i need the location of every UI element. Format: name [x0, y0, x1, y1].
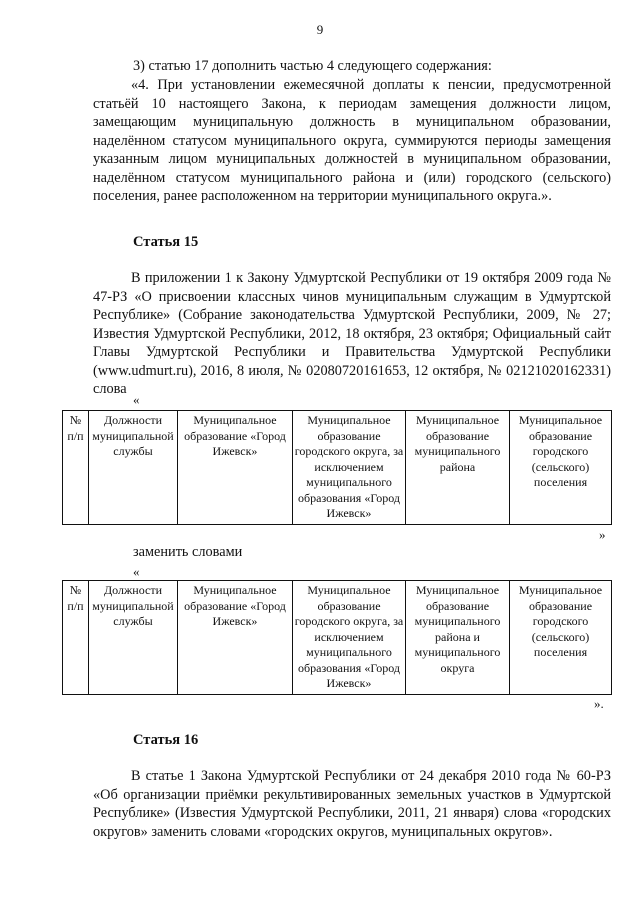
- quote-close-1: »: [599, 527, 606, 542]
- table-cell: Муниципальное образование муниципального района и муниципального округа: [406, 581, 510, 695]
- table-cell: Муниципальное образование городского округа, за исключением муниципального образования «Город Ижевск»: [293, 411, 406, 525]
- table-cell: Должности муниципальной службы: [89, 581, 178, 695]
- quote-close-2: ».: [594, 696, 604, 711]
- table-old-columns: [62, 410, 612, 525]
- table-cell: Муниципальное образование городского (сельского) поселения: [510, 411, 612, 525]
- replace-label: заменить словами: [133, 544, 243, 560]
- article16-text: В статье 1 Закона Удмуртской Республики от 24 декабря 2010 года № 60-РЗ «Об организации приёмки рекультивированных земельных участков в Удмуртской Республике» (Известия Удмуртской Республики, 2011, 21 января) слова «городских округов» заменить словами «городских округов, муниципальных округов».: [93, 768, 611, 840]
- article16-heading: Статья 16: [133, 732, 199, 748]
- page-number: 9: [316, 22, 324, 37]
- item3-text: «4. При установлении ежемесячной доплаты к пенсии, предусмотренной статьёй 10 настоящего Закона, к периодам замещения должности лицом, замещающим муниципальную должность в муниципальном образовании, наделённом статусом муниципального округа, суммируются периоды замещения указанным лицом муниципальных должностей в муниципальном образовании, наделённом статусом муниципального района и (или) городского (сельского) поселения, ранее расположенном на территории муниципального округа.».: [93, 77, 611, 204]
- article15-heading: Статья 15: [133, 234, 199, 250]
- table-cell: Муниципальное образование «Город Ижевск»: [178, 411, 293, 525]
- table-cell: Муниципальное образование муниципального района: [406, 411, 510, 525]
- table-row: [63, 411, 612, 525]
- table-cell: № п/п: [63, 581, 89, 695]
- table-cell: № п/п: [63, 411, 89, 525]
- quote-open-1: «: [133, 392, 140, 407]
- table-cell: Муниципальное образование «Город Ижевск»: [178, 581, 293, 695]
- article15-text: В приложении 1 к Закону Удмуртской Республики от 19 октября 2009 года № 47-РЗ «О присвоении классных чинов муниципальным служащим в Удмуртской Республике» (Собрание законодательства Удмуртской Республики, 2009, № 27; Известия Удмуртской Республики, 2012, 18 октября, 23 октября; Официальный сайт Главы Удмуртской Республики и Правительства Удмуртской Республики (www.udmurt.ru), 2016, 8 июля, № 02080720161653, 12 октября, № 02121020162331) слова: [93, 270, 611, 397]
- table-cell: Должности муниципальной службы: [89, 411, 178, 525]
- item3-intro: 3) статью 17 дополнить частью 4 следующего содержания:: [133, 58, 492, 74]
- table-row: [63, 581, 612, 695]
- table-new-columns: [62, 580, 612, 695]
- table-cell: Муниципальное образование городского округа, за исключением муниципального образования «Город Ижевск»: [293, 581, 406, 695]
- quote-open-2: «: [133, 564, 140, 579]
- table-cell: Муниципальное образование городского (сельского) поселения: [510, 581, 612, 695]
